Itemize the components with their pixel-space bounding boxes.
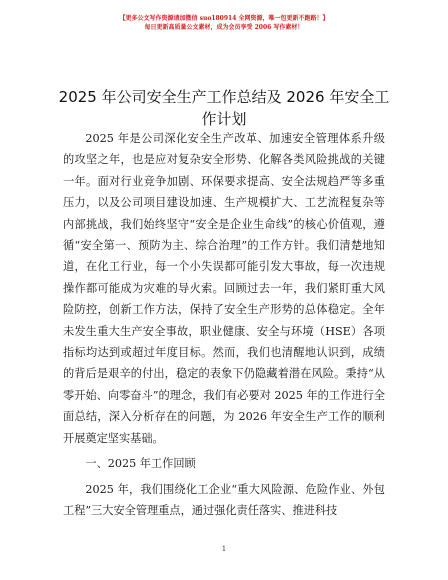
document-title: 2025 年公司安全生产工作总结及 2026 年安全工作计划 [58,88,390,128]
document-body [63,128,385,521]
promo-banner-line-1: 【更多公文写作资源请加微信 suo180914 全网资源，唯一包更新不跑路！】 [119,15,329,22]
promo-banner-line-2: 每日更新高质量公文素材，成为会员享受 2006 写作素材！ [144,24,304,31]
intro-paragraph: 2025 年是公司深化安全生产改革、加速安全管理体系升级的攻坚之年，也是应对复杂安全形势、化解各类风险挑战的关键一年。面对行业竞争加剧、环保要求提高、安全法规趋严等多重压力，以及公司项目建设加速、生产规模扩大、工艺流程复杂等内部挑战，我们始终坚守“安全是企业生命线”的核心价值观，遵循“安全第一、预防为主、综合治理”的工作方针。我们清楚地知道，在化工行业，每一个小失误都可能引发大事故，每一次违规操作都可能成为灾难的导火索。回顾过去一年，我们紧盯重大风险防控，创新工作方法，保持了安全生产形势的总体稳定。全年未发生重大生产安全事故，职业健康、安全与环境（HSE）各项指标均达到或超过年度目标。然而，我们也清醒地认识到，成绩的背后是艰辛的付出，稳定的表象下仍隐藏着潜在风险。秉持“从零开始、向零奋斗”的理念，我们有必要对 2025 年的工作进行全面总结，深入分析存在的问题，为 2026 年安全生产工作的顺利开展奠定坚实基础。 [63,132,385,445]
section-heading-review: 一、2025 年工作回顾 [85,457,196,471]
page-number: 1 [221,545,227,553]
review-paragraph: 2025 年，我们围绕化工企业“重大风险源、危险作业、外包工程”三大安全管理重点，通过强化责任落实、推进科技 [63,482,385,517]
promo-banner [0,14,448,32]
